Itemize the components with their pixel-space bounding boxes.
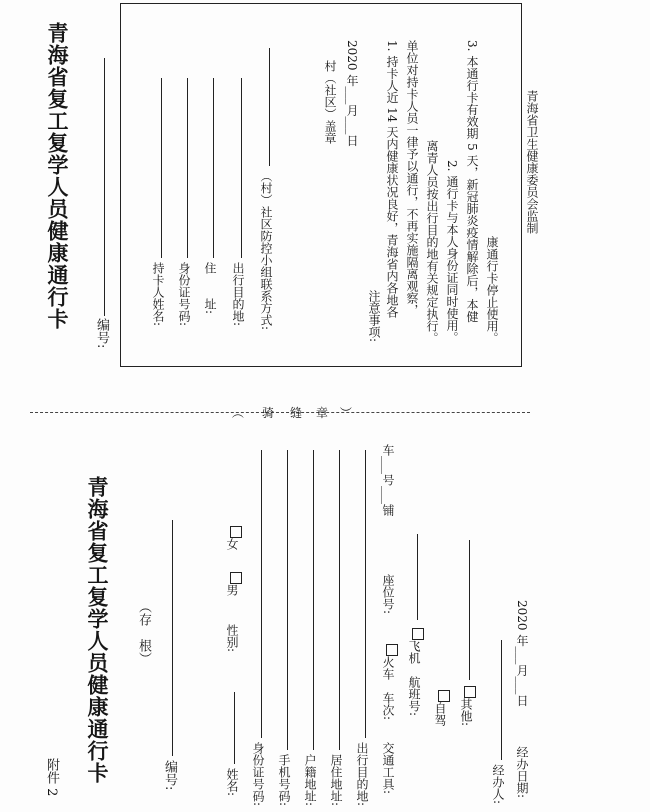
- seat-label: 座位号:: [381, 574, 395, 615]
- transport-other-option[interactable]: [458, 686, 478, 726]
- id-number-label: 身份证号码:: [177, 262, 191, 327]
- gender-label: 性别:: [225, 624, 239, 653]
- stub-subtitle: （存 根）: [136, 600, 151, 665]
- note-line-4: 2. 通行卡与本人身份证同时使用。: [445, 160, 459, 344]
- note-line-6: 康通行卡停止使用。: [485, 236, 499, 344]
- note-line-2: 单位对持卡人员一律予以通行，不再实施隔离观察，: [405, 40, 419, 316]
- gender-female-label: 女: [225, 538, 239, 550]
- holder-name-label: 持卡人姓名:: [151, 262, 165, 327]
- attachment-label: 附件 2: [44, 758, 59, 797]
- handler-label: 经办人:: [491, 764, 505, 805]
- seat-suffix: 车___号___铺: [381, 444, 395, 516]
- flight-number-field[interactable]: [417, 534, 418, 620]
- selfdrive-checkbox[interactable]: [438, 690, 450, 702]
- handle-date: 2020 年___月___日: [515, 600, 529, 707]
- transport-label: 交通工具:: [381, 742, 395, 795]
- gender-male-label: 男: [225, 584, 239, 596]
- gender-male-option[interactable]: [224, 572, 244, 596]
- other-field[interactable]: [469, 540, 470, 680]
- transport-train-option[interactable]: [380, 644, 400, 720]
- plane-label: 飞机 航班号:: [407, 640, 421, 717]
- stub-residence-label: 居住地址:: [329, 754, 343, 807]
- other-label: 其他:: [459, 698, 473, 727]
- note-line-3: 离青人员按出行目的地有关规定执行。: [425, 140, 439, 344]
- community-contact-label: （村）社区防控小组联系方式:: [259, 170, 273, 331]
- transport-selfdrive-option[interactable]: [432, 690, 452, 726]
- address-label: 住 址:: [203, 262, 217, 315]
- pass-card-serial-line[interactable]: [104, 58, 105, 316]
- seam-char-1: 骑: [262, 406, 283, 420]
- handle-date-label: 经办日期:: [515, 746, 529, 799]
- address-field[interactable]: [213, 78, 214, 258]
- note-line-5: 3. 本通行卡有效期 5 天，新冠肺炎疫情解除后，本健: [465, 40, 479, 323]
- note-line-1: 1. 持卡人近 14 天内健康状况良好，青海省内各地各: [385, 40, 399, 319]
- stub-id-label: 身份证号码:: [251, 742, 265, 807]
- stub-title: 青海省复工复学人员健康通行卡: [85, 476, 110, 784]
- stub-phone-label: 手机号码:: [277, 754, 291, 807]
- selfdrive-label: 自驾: [433, 702, 447, 726]
- train-label: 火车 车次:: [381, 656, 395, 721]
- stub-hukou-field[interactable]: [313, 450, 314, 750]
- stub-name-label: 姓名:: [225, 768, 239, 797]
- seam-char-3: 章: [316, 406, 337, 420]
- id-number-field[interactable]: [187, 78, 188, 258]
- card-date: 2020 年___月___日: [345, 40, 359, 147]
- stub-serial-label: 编号:: [162, 760, 177, 791]
- stub-phone-field[interactable]: [287, 450, 288, 750]
- other-checkbox[interactable]: [464, 686, 476, 698]
- stub-id-field[interactable]: [261, 450, 262, 738]
- issuer-label: 青海省卫生健康委员会监制: [525, 90, 539, 234]
- destination-field[interactable]: [241, 78, 242, 258]
- seam-char-2: 缝: [290, 406, 311, 420]
- transport-plane-option[interactable]: [406, 628, 426, 716]
- gender-male-checkbox[interactable]: [230, 572, 242, 584]
- seam-close: ）: [338, 406, 353, 419]
- notes-title: 注意事项:: [367, 290, 381, 343]
- stub-destination-label: 出行目的地:: [355, 742, 369, 807]
- pass-card-serial-label: 编号:: [94, 318, 109, 349]
- stub-hukou-label: 户籍地址:: [303, 754, 317, 807]
- plane-checkbox[interactable]: [412, 628, 424, 640]
- destination-label: 出行目的地:: [231, 262, 245, 327]
- train-checkbox[interactable]: [386, 644, 398, 656]
- seam-open: （: [230, 406, 245, 419]
- gender-female-option[interactable]: [224, 526, 244, 550]
- holder-name-field[interactable]: [161, 78, 162, 258]
- stub-name-field[interactable]: [234, 692, 235, 764]
- community-contact-field[interactable]: [269, 48, 270, 166]
- stub-serial-field[interactable]: [172, 520, 173, 756]
- pass-card-title: 青海省复工复学人员健康通行卡: [45, 22, 70, 330]
- stub-destination-field[interactable]: [365, 450, 366, 738]
- gender-female-checkbox[interactable]: [230, 526, 242, 538]
- stub-residence-field[interactable]: [339, 450, 340, 750]
- handler-field[interactable]: [501, 640, 502, 760]
- village-stamp: 村（社区）盖章: [323, 60, 337, 144]
